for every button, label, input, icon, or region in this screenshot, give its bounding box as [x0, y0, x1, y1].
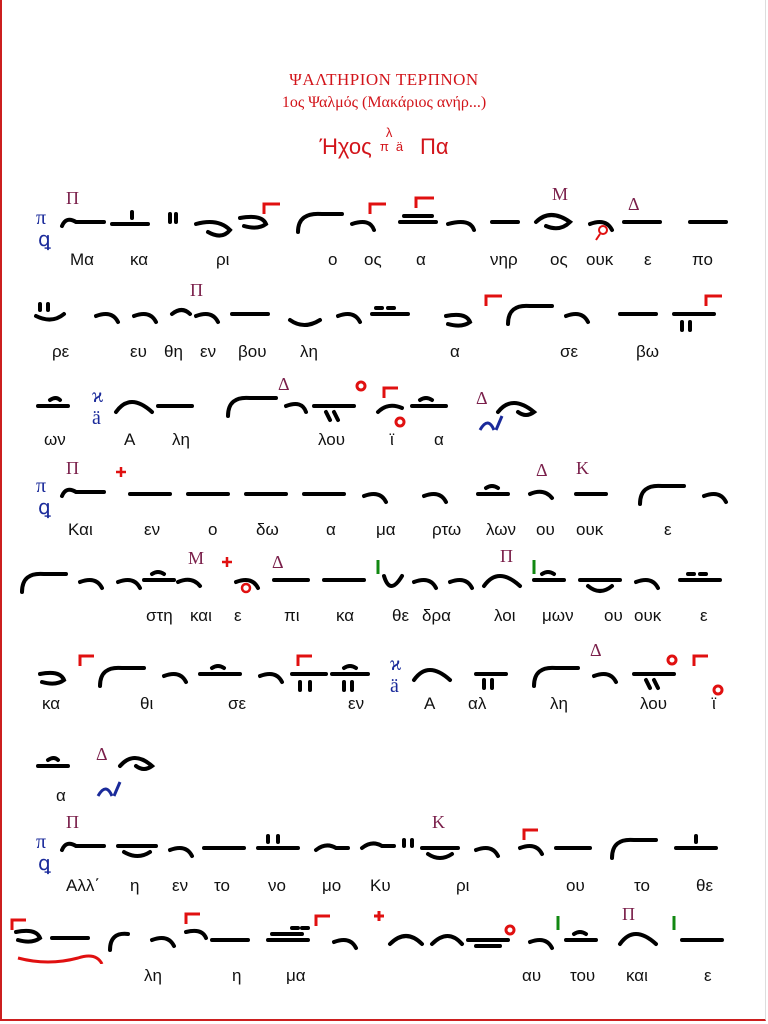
syllable: λη [172, 430, 190, 449]
martyria-pa-top: π [36, 207, 47, 229]
fthora-kappa: Κ [432, 812, 445, 832]
martyria-pa-bottom: ꝗ [38, 853, 51, 875]
fthora-delta: Δ [278, 374, 290, 394]
syllable: και [626, 966, 648, 985]
syllable: λοι [494, 606, 516, 625]
syllable: ε [664, 520, 672, 539]
syllable: α [434, 430, 444, 449]
fthora-delta: Δ [96, 744, 108, 764]
mode-base-note: Πα [419, 134, 449, 159]
syllable: πι [284, 606, 300, 625]
syllable: Μα [70, 250, 94, 269]
syllable: ουκ [586, 250, 614, 269]
syllable: ε [704, 966, 712, 985]
syllable: Αλλ΄ [66, 876, 100, 895]
syllable: ϊ [712, 694, 716, 713]
syllable: μο [322, 876, 342, 895]
syllable: λη [144, 966, 162, 985]
syllable: σε [228, 694, 247, 713]
mode-signature [378, 125, 414, 156]
syllable: Κυ [370, 876, 391, 895]
martyria-ke-top: ϰ [92, 385, 104, 407]
syllable: α [450, 342, 460, 361]
martyria-pa-bottom: ꝗ [38, 497, 51, 519]
mode-sign-bottom: π [379, 139, 389, 154]
martyria-ke-top: ϰ [390, 653, 402, 675]
syllable: η [130, 876, 140, 895]
fthora-delta: Δ [536, 460, 548, 480]
syllable: αυ [522, 966, 542, 985]
fthora-pi: Π [190, 280, 203, 300]
syllable: βου [238, 342, 267, 361]
score-line-9 [0, 904, 768, 1004]
syllable: α [326, 520, 336, 539]
syllable: θι [140, 694, 154, 713]
syllable: ευ [130, 342, 147, 361]
syllable: και [190, 606, 212, 625]
syllable: λων [486, 520, 517, 539]
martyria-ke-bottom: ӓ [390, 675, 399, 697]
syllable: νο [268, 876, 286, 895]
fthora-kappa: Κ [576, 458, 589, 478]
syllable: κα [336, 606, 355, 625]
syllable: το [214, 876, 230, 895]
syllable: δω [256, 520, 279, 539]
syllable: ε [644, 250, 652, 269]
martyria-ke-bottom: ӓ [92, 407, 101, 429]
syllable: ε [700, 606, 708, 625]
score-line-5 [0, 546, 768, 646]
syllable: μων [542, 606, 574, 625]
martyria-pa-top: π [36, 475, 47, 497]
fthora-pi: Π [622, 904, 635, 924]
syllable: ρε [52, 342, 70, 361]
syllable: Α [124, 430, 136, 449]
syllable: ρι [216, 250, 230, 269]
syllable: εν [200, 342, 217, 361]
syllable: ου [604, 606, 623, 625]
book-title: ΨΑΛΤΗΡΙΟΝ ΤΕΡΠΝΟΝ [289, 70, 479, 89]
fthora-pi: Π [66, 812, 79, 832]
syllable: Και [68, 520, 93, 539]
fthora-pi: Π [66, 458, 79, 478]
syllable: αλ [468, 694, 487, 713]
syllable: κα [42, 694, 61, 713]
syllable: θη [164, 342, 183, 361]
syllable: βω [636, 342, 660, 361]
syllable: εν [144, 520, 161, 539]
syllable: ος [550, 250, 568, 269]
syllable: λη [300, 342, 318, 361]
syllable: κα [130, 250, 149, 269]
neume-strip-7 [0, 740, 768, 800]
neume-strip-4 [0, 456, 768, 519]
syllable: α [416, 250, 426, 269]
syllable: μα [376, 520, 396, 539]
syllable: ουκ [576, 520, 604, 539]
syllable: ϊ [390, 430, 394, 449]
syllable: μα [286, 966, 306, 985]
syllable: του [570, 966, 596, 985]
syllable: ρι [456, 876, 470, 895]
syllable: στη [146, 606, 173, 625]
syllable: λου [640, 694, 667, 713]
fthora-pi: Π [66, 188, 79, 208]
syllable: σε [560, 342, 579, 361]
fthora-delta: Δ [272, 552, 284, 572]
neume-strip-9 [0, 904, 768, 964]
syllable: πο [692, 250, 713, 269]
score-line-8 [0, 812, 768, 912]
syllable: εν [172, 876, 189, 895]
neume-strip-2 [0, 280, 768, 340]
syllable: θε [696, 876, 714, 895]
score-line-6 [0, 640, 768, 740]
syllable: Α [424, 694, 436, 713]
syllable: δρα [422, 606, 451, 625]
score-line-1 [0, 184, 768, 288]
syllable: ρτω [432, 520, 462, 539]
syllable: θε [392, 606, 410, 625]
syllable: εν [348, 694, 365, 713]
syllable: η [232, 966, 242, 985]
syllable: ος [364, 250, 382, 269]
neume-strip-3 [0, 372, 768, 432]
mode-sign-top: λ [385, 125, 393, 140]
syllable: ου [536, 520, 555, 539]
syllable: ων [44, 430, 66, 449]
fthora-pi: Π [500, 546, 513, 566]
mode-sign-mid: ӓ [395, 139, 404, 154]
fthora-mi: Μ [188, 548, 205, 568]
fthora-delta: Δ [590, 640, 602, 660]
fthora-mi: Μ [552, 184, 569, 204]
syllable: ουκ [634, 606, 662, 625]
mode-heading [0, 125, 768, 160]
syllable: λη [550, 694, 568, 713]
syllable: το [634, 876, 650, 895]
fthora-delta: Δ [476, 388, 488, 408]
fthora-delta: Δ [628, 194, 640, 214]
martyria-pa-bottom: ꝗ [38, 229, 51, 251]
neume-strip-1 [0, 188, 768, 251]
syllable: ου [566, 876, 585, 895]
mode-label: Ήχος [319, 134, 372, 159]
neume-strip-5 [0, 546, 768, 606]
martyria-pa-top: π [36, 831, 47, 853]
score-line-2 [0, 280, 768, 380]
neume-strip-6 [0, 640, 768, 700]
syllable: λου [318, 430, 345, 449]
syllable: νηρ [490, 250, 518, 269]
syllable: ο [208, 520, 218, 539]
neume-strip-8 [0, 812, 768, 875]
syllable: α [56, 786, 66, 805]
psalm-subtitle: 1ος Ψαλμός (Μακάριος ανήρ...) [281, 94, 487, 111]
score-line-4 [0, 456, 768, 556]
syllable: ε [234, 606, 242, 625]
syllable: ο [328, 250, 338, 269]
